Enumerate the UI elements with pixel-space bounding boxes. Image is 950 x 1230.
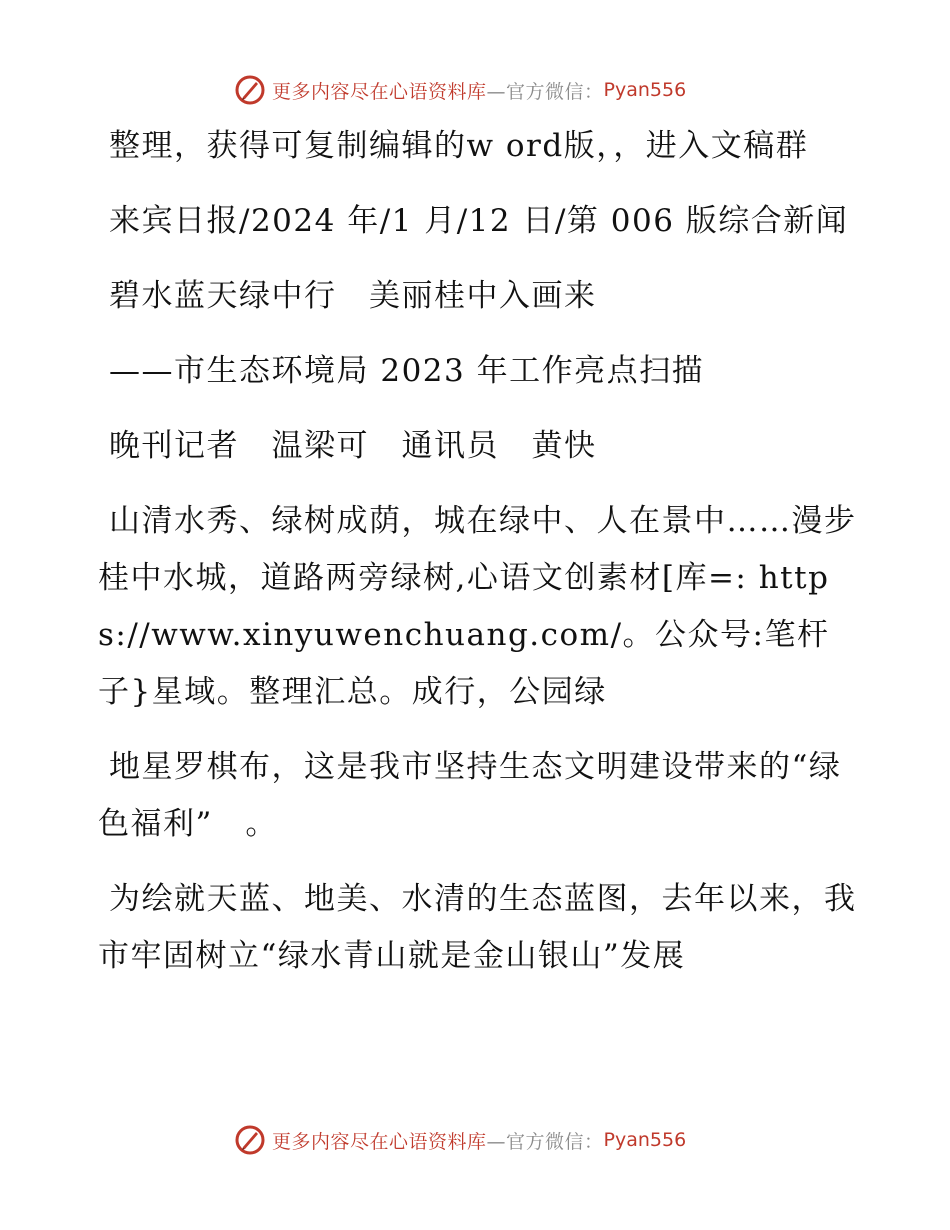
paragraph-source-line: 来宾日报/2024 年/1 月/12 日/第 006 版综合新闻 [109, 203, 849, 239]
watermark-footer [234, 1122, 686, 1158]
red-quill-seal-icon [234, 1124, 266, 1156]
watermark-wechat-id: Pyan556 [603, 1129, 687, 1151]
watermark-separator: —官方微信： [486, 1130, 604, 1153]
watermark-separator: —官方微信： [486, 80, 604, 103]
article-byline: 晚刊记者 温梁可 通讯员 黄快 [109, 428, 597, 464]
article-body [98, 118, 858, 1003]
paragraph-body-2: 地星罗棋布，这是我市坚持生态文明建设带来的“绿色福利” 。 [98, 749, 842, 842]
paragraph-body-3: 为绘就天蓝、地美、水清的生态蓝图，去年以来，我市牢固树立“绿水青山就是金山银山”发展 [98, 881, 857, 974]
article-subtitle: ——市生态环境局 2023 年工作亮点扫描 [109, 353, 705, 389]
watermark-slogan: 更多内容尽在心语资料库 [272, 80, 487, 103]
paragraph-body-1: 山清水秀、绿树成荫，城在绿中、人在景中……漫步桂中水城，道路两旁绿树,心语文创素材[库=: https://www.xinyuwenchuang.com/。公众号:笔杆子}星域。整理汇总。成行，公园绿 [98, 503, 857, 710]
watermark-slogan: 更多内容尽在心语资料库 [272, 1130, 487, 1153]
paragraph-intro-note: 整理，获得可复制编辑的w ord版，，进入文稿群 [109, 128, 809, 164]
red-quill-seal-icon [234, 74, 266, 106]
watermark-header [234, 72, 686, 108]
article-title: 碧水蓝天绿中行 美丽桂中入画来 [109, 278, 597, 314]
watermark-wechat-id: Pyan556 [603, 79, 687, 101]
